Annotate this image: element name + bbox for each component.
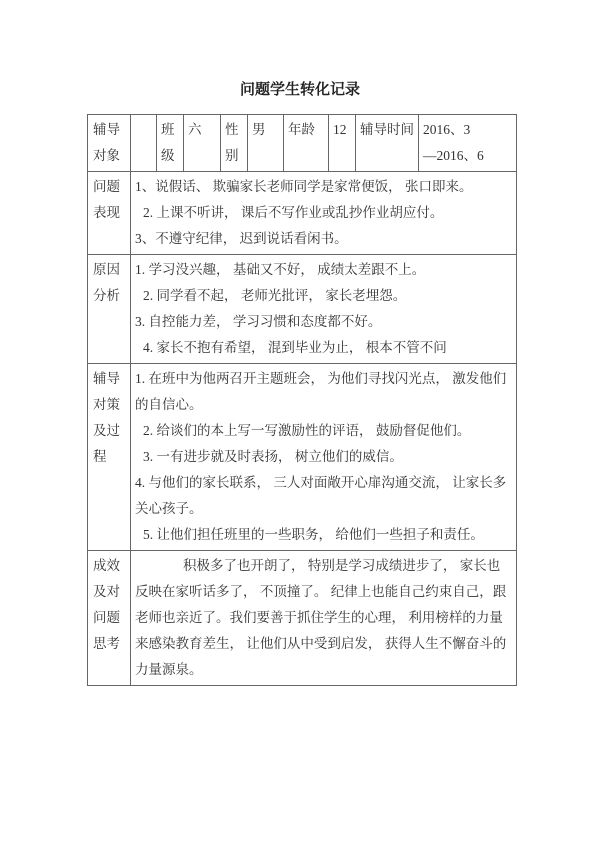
target-value bbox=[131, 115, 157, 172]
section-row-problems bbox=[88, 172, 517, 255]
list-item: 5. 让他们担任班里的一些职务， 给他们一些担子和责任。 bbox=[143, 527, 484, 542]
class-value: 六 bbox=[184, 115, 221, 172]
list-item: 3. 自控能力差， 学习习惯和态度都不好。 bbox=[135, 314, 382, 329]
time-start: 2016、3 bbox=[423, 122, 471, 137]
section-label: 问题表现 bbox=[88, 172, 131, 255]
list-item: 1. 在班中为他两召开主题班会， 为他们寻找闪光点， 激发他们的自信心。 bbox=[135, 371, 507, 412]
age-label: 年龄 bbox=[284, 115, 329, 172]
record-table bbox=[87, 114, 517, 686]
section-content bbox=[131, 364, 517, 551]
gender-value: 男 bbox=[248, 115, 284, 172]
class-label: 班级 bbox=[157, 115, 184, 172]
paragraph: 积极多了也开朗了， 特别是学习成绩进步了， 家长也反映在家听话多了， 不顶撞了。 纪律上也能自己约束自己，跟老师也亲近了。我们要善于抓住学生的心理， 利用榜样的力量来感染教育差生， 让他们从中受到启发， 获得人生不懈奋斗的力量源泉。 bbox=[135, 558, 507, 677]
list-item: 3. 一有进步就及时表扬， 树立他们的威信。 bbox=[143, 449, 403, 464]
page-title: 问题学生转化记录 bbox=[239, 82, 360, 98]
header-row bbox=[88, 115, 517, 172]
list-item: 3、不遵守纪律， 迟到说话看闲书。 bbox=[135, 231, 348, 246]
time-value bbox=[419, 115, 517, 172]
section-label: 辅导对策及过程 bbox=[88, 364, 131, 551]
list-item: 2. 同学看不起， 老师光批评， 家长老埋怨。 bbox=[143, 288, 407, 303]
list-item: 2. 上课不听讲， 课后不写作业或乱抄作业胡应付。 bbox=[143, 205, 444, 220]
list-item: 4. 家长不抱有希望， 混到毕业为止， 根本不管不问 bbox=[143, 340, 447, 355]
age-value: 12 bbox=[329, 115, 356, 172]
section-row-strategies bbox=[88, 364, 517, 551]
gender-label: 性别 bbox=[221, 115, 248, 172]
list-item: 1、说假话、 欺骗家长老师同学是家常便饭， 张口即来。 bbox=[135, 179, 473, 194]
section-row-causes bbox=[88, 255, 517, 364]
list-item: 2. 给谈们的本上写一写激励性的评语， 鼓励督促他们。 bbox=[143, 423, 471, 438]
target-label: 辅导对象 bbox=[88, 115, 131, 172]
section-row-results bbox=[88, 551, 517, 686]
section-label: 成效及对问题思考 bbox=[88, 551, 131, 686]
time-label: 辅导时间 bbox=[356, 115, 419, 172]
list-item: 4. 与他们的家长联系， 三人对面敞开心扉沟通交流， 让家长多关心孩子。 bbox=[135, 475, 507, 516]
time-end: —2016、6 bbox=[423, 148, 484, 163]
section-content bbox=[131, 255, 517, 364]
section-content bbox=[131, 551, 517, 686]
list-item: 1. 学习没兴趣， 基础又不好， 成绩太差跟不上。 bbox=[135, 262, 426, 277]
section-content bbox=[131, 172, 517, 255]
section-label: 原因分析 bbox=[88, 255, 131, 364]
